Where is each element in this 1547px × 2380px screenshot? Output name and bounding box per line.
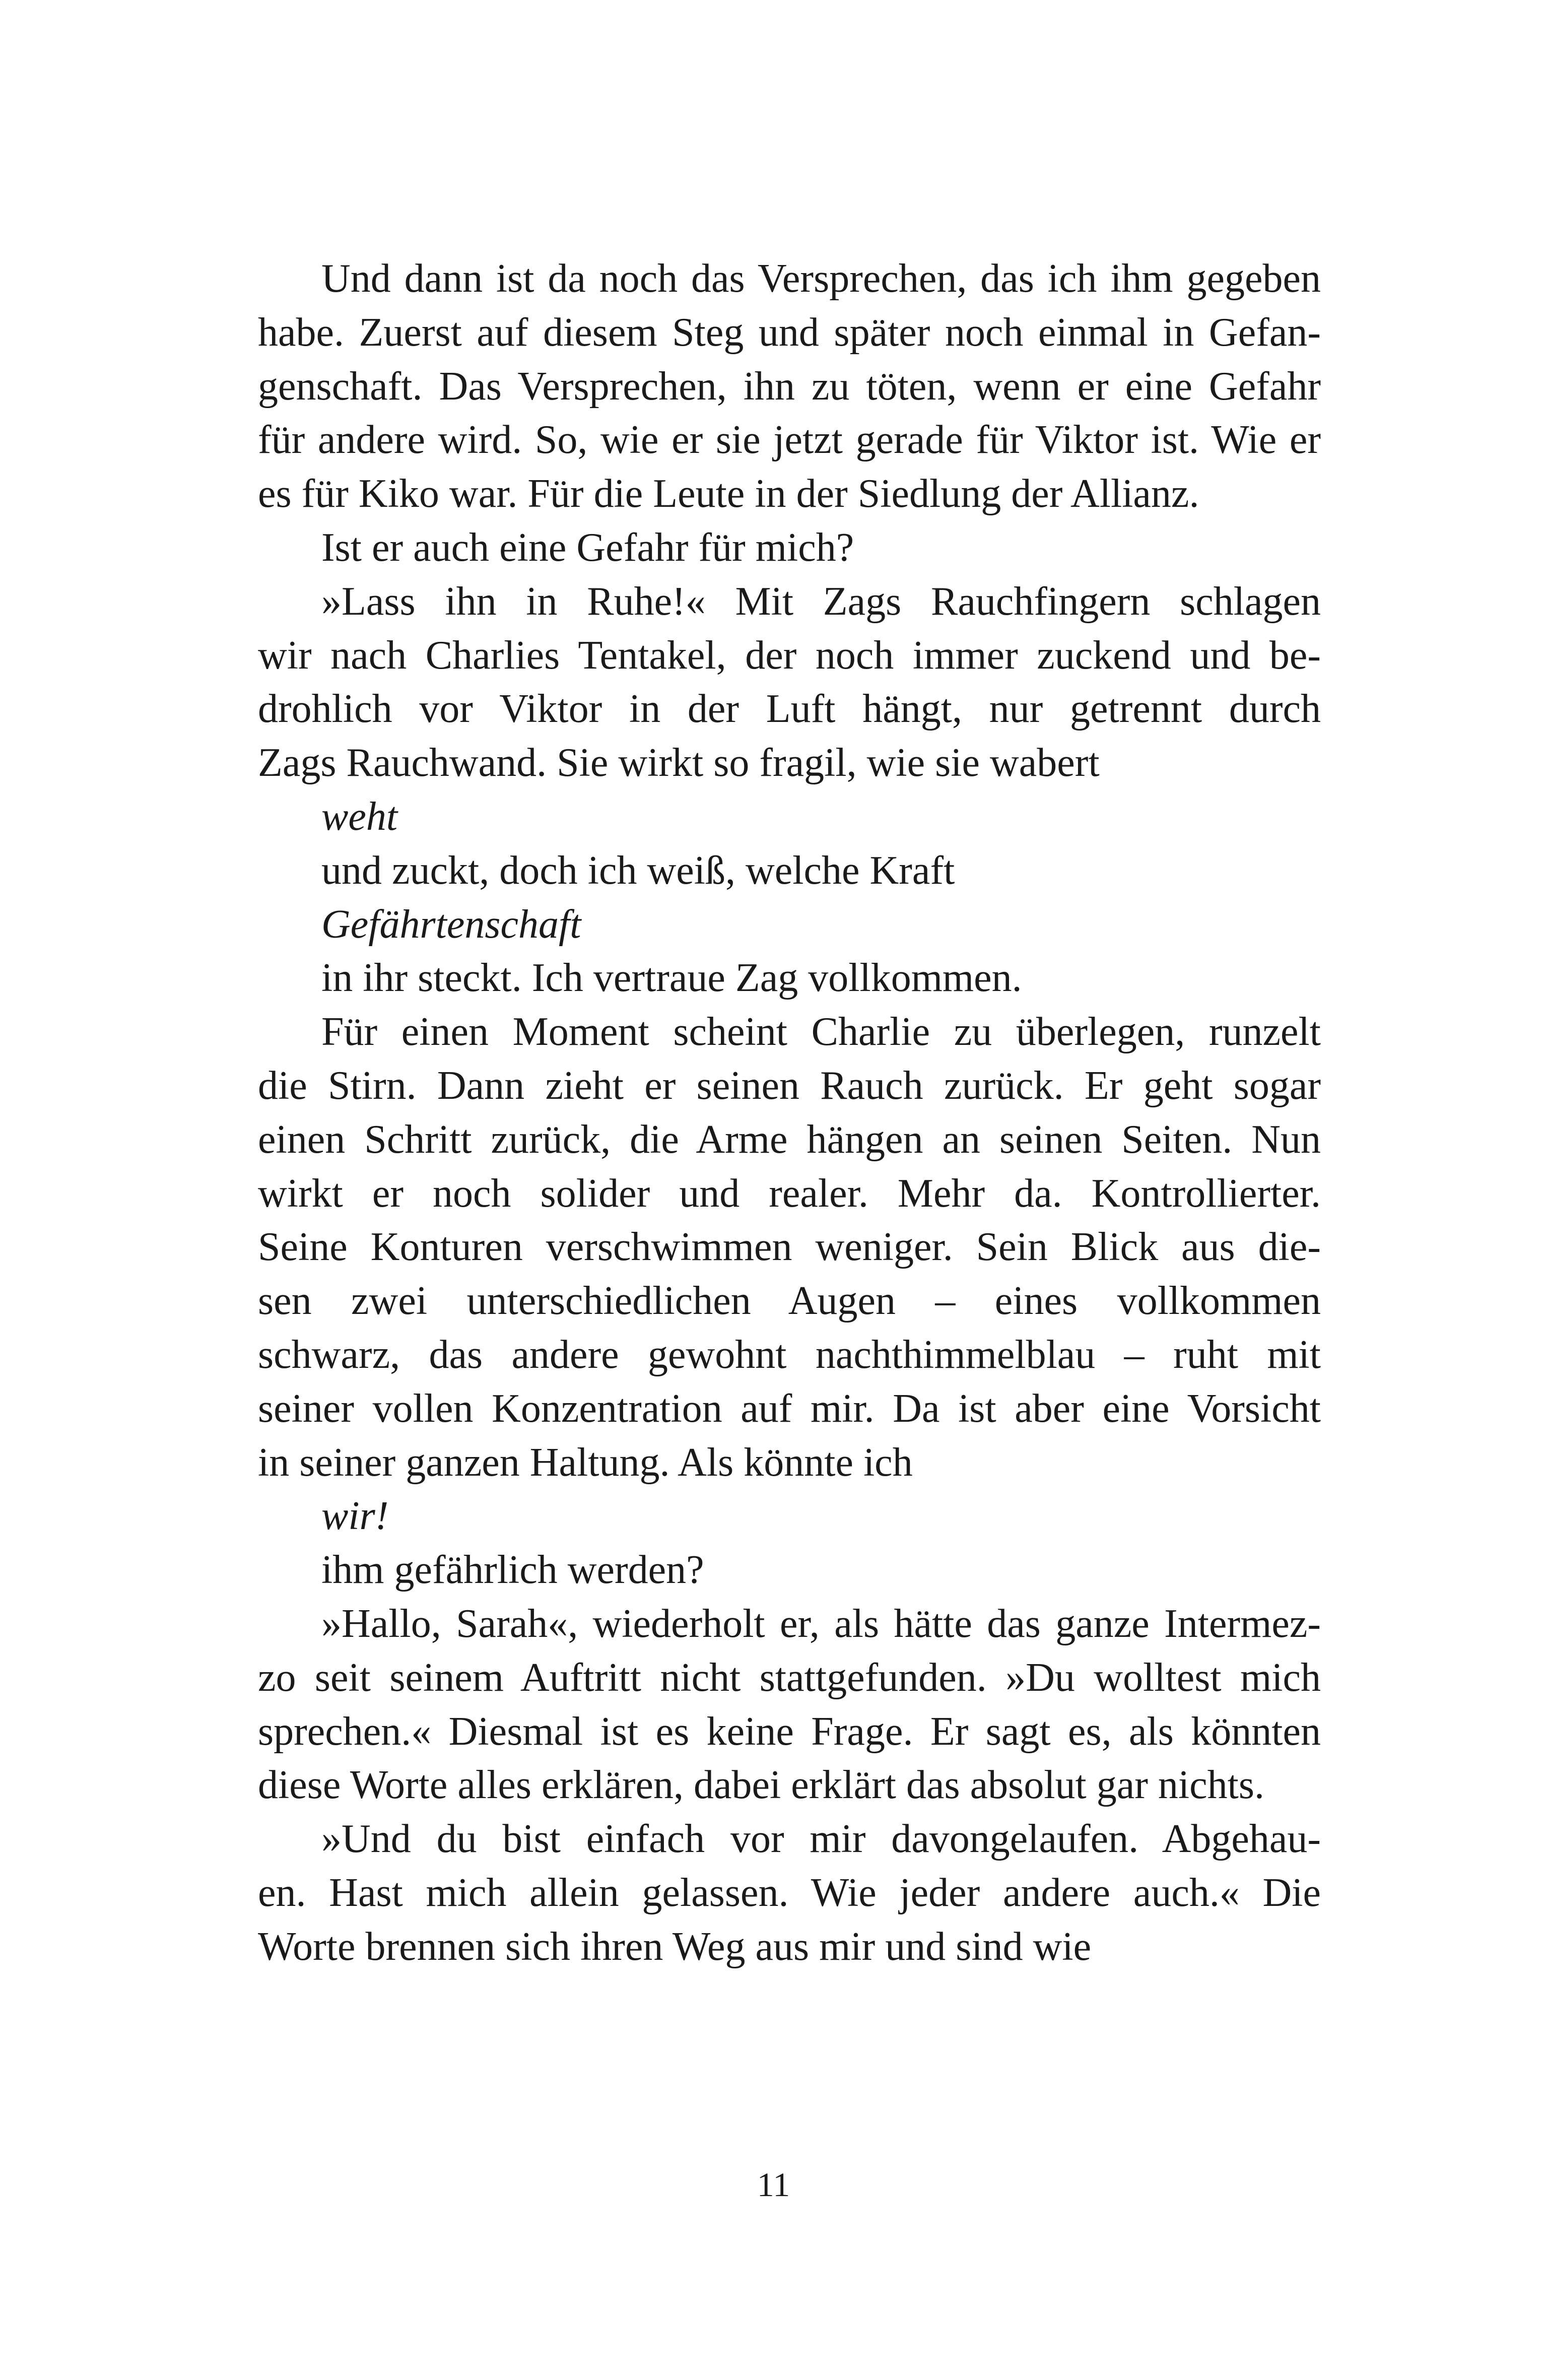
text-line: habe. Zuerst auf diesem Steg und später noch einmal in Gefan- xyxy=(258,310,1321,355)
text-line: sen zwei unterschiedlichen Augen – eines vollkommen xyxy=(258,1279,1321,1324)
text-line: in seiner ganzen Haltung. Als könnte ich xyxy=(258,1440,913,1485)
text-line: Und dann ist da noch das Versprechen, das ich ihm gegeben xyxy=(321,256,1321,301)
text-line: wirkt er noch solider und realer. Mehr da. Kontrollierter. xyxy=(258,1171,1321,1216)
text-line: diese Worte alles erklären, dabei erklärt das absolut gar nichts. xyxy=(258,1763,1265,1808)
text-line: die Stirn. Dann zieht er seinen Rauch zurück. Er geht sogar xyxy=(258,1063,1321,1108)
text-line: schwarz, das andere gewohnt nachthimmelblau – ruht mit xyxy=(258,1332,1321,1377)
text-line: »Lass ihn in Ruhe!« Mit Zags Rauchfingern schlagen xyxy=(321,579,1321,624)
text-line: »Hallo, Sarah«, wiederholt er, als hätte das ganze Intermez- xyxy=(321,1601,1321,1646)
page-number: 11 xyxy=(757,2165,790,2204)
italic-text-line: wir! xyxy=(321,1494,389,1539)
text-line: Worte brennen sich ihren Weg aus mir und sind wie xyxy=(258,1924,1092,1969)
text-line: seiner vollen Konzentration auf mir. Da ist aber eine Vorsicht xyxy=(258,1386,1321,1431)
text-line: »Und du bist einfach vor mir davongelaufen. Abgehau- xyxy=(321,1817,1321,1862)
text-line: Für einen Moment scheint Charlie zu überlegen, runzelt xyxy=(321,1010,1321,1054)
body-text xyxy=(258,252,1321,1974)
text-line: für andere wird. So, wie er sie jetzt gerade für Viktor ist. Wie er xyxy=(258,418,1321,462)
text-line: Seine Konturen verschwimmen weniger. Sein Blick aus die- xyxy=(258,1225,1321,1270)
text-line: wir nach Charlies Tentakel, der noch immer zuckend und be- xyxy=(258,633,1321,678)
text-line: es für Kiko war. Für die Leute in der Siedlung der Allianz. xyxy=(258,472,1199,516)
text-line: Ist er auch eine Gefahr für mich? xyxy=(321,525,854,570)
text-line: und zuckt, doch ich weiß, welche Kraft xyxy=(321,848,955,893)
text-line: in ihr steckt. Ich vertraue Zag vollkommen. xyxy=(321,956,1022,1001)
text-line: zo seit seinem Auftritt nicht stattgefunden. »Du wolltest mich xyxy=(258,1655,1321,1700)
text-line: en. Hast mich allein gelassen. Wie jeder andere auch.« Die xyxy=(258,1870,1321,1915)
text-line: einen Schritt zurück, die Arme hängen an seinen Seiten. Nun xyxy=(258,1117,1321,1162)
text-line: Zags Rauchwand. Sie wirkt so fragil, wie sie wabert xyxy=(258,741,1100,785)
italic-text-line: weht xyxy=(321,794,398,839)
italic-text-line: Gefährtenschaft xyxy=(321,902,581,947)
text-line: drohlich vor Viktor in der Luft hängt, nur getrennt durch xyxy=(258,687,1321,732)
text-line: genschaft. Das Versprechen, ihn zu töten, wenn er eine Gefahr xyxy=(258,364,1321,409)
text-line: sprechen.« Diesmal ist es keine Frage. Er sagt es, als könnten xyxy=(258,1709,1321,1754)
text-line: ihm gefährlich werden? xyxy=(321,1548,704,1593)
